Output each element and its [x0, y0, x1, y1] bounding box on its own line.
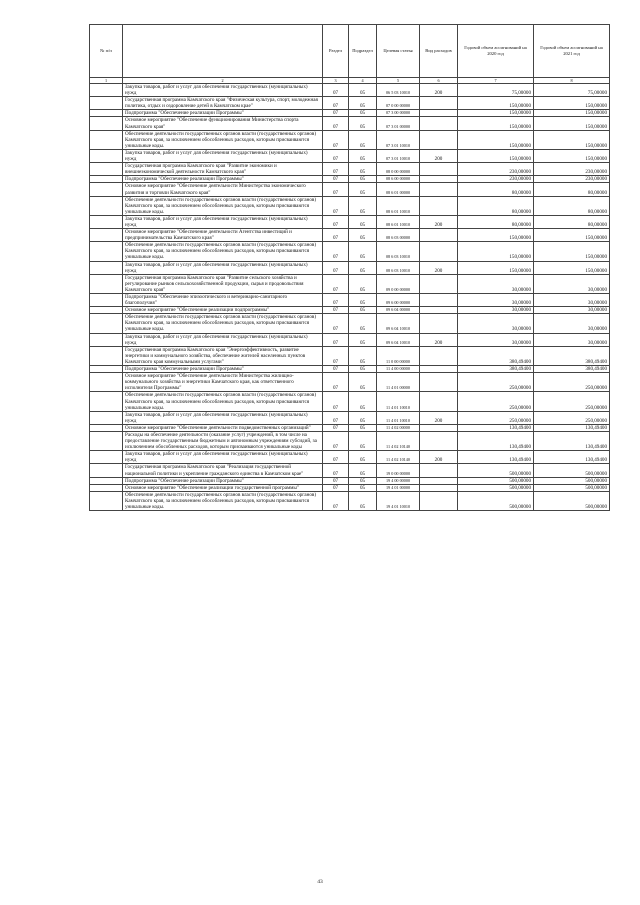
cell-expense-type [420, 366, 458, 373]
cell-volume-2021: 30,00000 [534, 314, 610, 333]
cell-volume-2020: 30,00000 [458, 274, 534, 293]
cell-podrazdel: 05 [349, 261, 377, 274]
cell-podrazdel: 05 [349, 130, 377, 149]
cell-target-article: 19 4 01 00000 [377, 484, 420, 491]
column-number-cell: 7 [458, 78, 534, 84]
cell-volume-2021: 250,00000 [534, 392, 610, 411]
cell-podrazdel: 05 [349, 314, 377, 333]
cell-podrazdel: 05 [349, 307, 377, 314]
cell-target-article: 09 6 04 10010 [377, 314, 420, 333]
cell-volume-2020: 150,00000 [458, 117, 534, 130]
cell-razdel: 07 [323, 274, 349, 293]
table-row [90, 451, 610, 464]
cell-podrazdel: 05 [349, 183, 377, 196]
header-cell-expense-type: Вид расходов [420, 25, 458, 78]
cell-volume-2020: 150,00000 [458, 149, 534, 162]
cell-target-article: 11 4 02 00000 [377, 424, 420, 431]
cell-number [90, 274, 123, 293]
cell-name: Закупка товаров, работ и услуг для обеспечения государственных (муниципальных) нужд [123, 451, 323, 464]
cell-target-article: 09 0 00 00000 [377, 274, 420, 293]
cell-target-article: 08 6 00 00000 [377, 176, 420, 183]
cell-name: Основное мероприятие "Обеспечение деятельности Министерства экономического развития и торговли Камчатского края" [123, 183, 323, 196]
cell-podrazdel: 05 [349, 424, 377, 431]
cell-podrazdel: 05 [349, 333, 377, 346]
cell-podrazdel: 05 [349, 464, 377, 477]
cell-razdel: 07 [323, 294, 349, 307]
cell-name: Подпрограмма "Обеспечение реализации Программы" [123, 366, 323, 373]
cell-expense-type [420, 464, 458, 477]
table-row [90, 366, 610, 373]
cell-volume-2021: 500,00000 [534, 477, 610, 484]
cell-expense-type [420, 484, 458, 491]
cell-number [90, 163, 123, 176]
cell-expense-type [420, 97, 458, 110]
cell-name: Основное мероприятие "Обеспечение реализации подпрограммы" [123, 307, 323, 314]
cell-volume-2021: 500,00000 [534, 491, 610, 510]
cell-name: Подпрограмма "Обеспечение реализации Программы" [123, 176, 323, 183]
cell-volume-2020: 150,00000 [458, 242, 534, 261]
cell-number [90, 451, 123, 464]
cell-number [90, 84, 123, 97]
cell-expense-type [420, 294, 458, 307]
cell-target-article: 09 6 04 00000 [377, 307, 420, 314]
cell-expense-type [420, 477, 458, 484]
cell-target-article: 11 4 02 10140 [377, 431, 420, 450]
cell-volume-2021: 30,00000 [534, 307, 610, 314]
cell-name: Обеспечение деятельности государственных органов власти (государственных органов) Камчатского края, за исключением обособленных расходов, которым присваиваются уникальные коды. [123, 130, 323, 149]
cell-podrazdel: 05 [349, 242, 377, 261]
cell-expense-type: 200 [420, 215, 458, 228]
header-cell-number: № п/п [90, 25, 123, 78]
cell-volume-2020: 130,49400 [458, 431, 534, 450]
cell-expense-type [420, 274, 458, 293]
cell-razdel: 07 [323, 215, 349, 228]
cell-expense-type [420, 130, 458, 149]
cell-razdel: 07 [323, 431, 349, 450]
cell-volume-2021: 30,00000 [534, 274, 610, 293]
cell-name: Закупка товаров, работ и услуг для обеспечения государственных (муниципальных) нужд [123, 333, 323, 346]
cell-expense-type [420, 176, 458, 183]
cell-target-article: 11 4 00 00000 [377, 366, 420, 373]
cell-volume-2020: 80,00000 [458, 215, 534, 228]
table-row [90, 294, 610, 307]
cell-number [90, 424, 123, 431]
cell-target-article: 07 3 01 10010 [377, 130, 420, 149]
cell-volume-2021: 150,00000 [534, 149, 610, 162]
table-row [90, 346, 610, 365]
cell-target-article: 07 0 00 00000 [377, 97, 420, 110]
cell-razdel: 07 [323, 464, 349, 477]
cell-target-article: 06 5 03 10010 [377, 84, 420, 97]
column-number-cell: 3 [323, 78, 349, 84]
cell-number [90, 176, 123, 183]
cell-number [90, 242, 123, 261]
cell-expense-type [420, 424, 458, 431]
cell-volume-2020: 30,00000 [458, 294, 534, 307]
cell-volume-2020: 500,00000 [458, 491, 534, 510]
cell-name: Обеспечение деятельности государственных органов власти (государственных органов) Камчатского края, за исключением обособленных расходов, которым присваиваются уникальные коды. [123, 392, 323, 411]
cell-volume-2020: 130,49400 [458, 451, 534, 464]
table-body [90, 78, 610, 511]
cell-razdel: 07 [323, 307, 349, 314]
cell-expense-type [420, 373, 458, 392]
table-row [90, 215, 610, 228]
cell-podrazdel: 05 [349, 366, 377, 373]
cell-number [90, 477, 123, 484]
cell-name: Обеспечение деятельности государственных органов власти (государственных органов) Камчатского края, за исключением обособленных расходов, которым присваиваются уникальные коды. [123, 242, 323, 261]
cell-number [90, 183, 123, 196]
cell-target-article: 09 6 00 00000 [377, 294, 420, 307]
cell-target-article: 19 4 01 10010 [377, 491, 420, 510]
cell-volume-2020: 150,00000 [458, 110, 534, 117]
column-number-cell: 8 [534, 78, 610, 84]
cell-podrazdel: 05 [349, 196, 377, 215]
cell-name: Государственная программа Камчатского края "Развитие сельского хозяйства и регулирование рынков сельскохозяйственной продукции, сырья и продовольствия Камчатского края" [123, 274, 323, 293]
cell-name: Закупка товаров, работ и услуг для обеспечения государственных (муниципальных) нужд [123, 261, 323, 274]
table-row [90, 484, 610, 491]
cell-name: Обеспечение деятельности государственных органов власти (государственных органов) Камчатского края, за исключением обособленных расходов, которым присваиваются уникальные коды. [123, 196, 323, 215]
cell-number [90, 464, 123, 477]
cell-razdel: 07 [323, 130, 349, 149]
cell-name: Основное мероприятие "Обеспечение деятельности Агентства инвестиций и предпринимательства Камчатского края" [123, 229, 323, 242]
cell-volume-2020: 250,00000 [458, 411, 534, 424]
cell-volume-2021: 30,00000 [534, 333, 610, 346]
cell-razdel: 07 [323, 242, 349, 261]
cell-razdel: 07 [323, 196, 349, 215]
cell-number [90, 97, 123, 110]
cell-podrazdel: 05 [349, 163, 377, 176]
cell-expense-type [420, 196, 458, 215]
cell-razdel: 07 [323, 411, 349, 424]
cell-podrazdel: 05 [349, 110, 377, 117]
cell-podrazdel: 05 [349, 491, 377, 510]
cell-podrazdel: 05 [349, 294, 377, 307]
column-number-cell: 4 [349, 78, 377, 84]
cell-volume-2020: 130,49400 [458, 424, 534, 431]
cell-razdel: 07 [323, 451, 349, 464]
column-number-cell: 1 [90, 78, 123, 84]
cell-podrazdel: 05 [349, 431, 377, 450]
table-row [90, 314, 610, 333]
cell-target-article: 19 0 00 00000 [377, 464, 420, 477]
table-row [90, 491, 610, 510]
cell-volume-2020: 230,00000 [458, 176, 534, 183]
cell-volume-2020: 230,00000 [458, 163, 534, 176]
cell-number [90, 307, 123, 314]
header-cell-volume-2020: Годовой объем ассигнований на 2020 год [458, 25, 534, 78]
cell-name: Подпрограмма "Обеспечение реализации Программы" [123, 477, 323, 484]
table-row [90, 431, 610, 450]
cell-name: Основное мероприятие "Обеспечение функционирования Министерства спорта Камчатского края" [123, 117, 323, 130]
cell-number [90, 294, 123, 307]
cell-volume-2020: 500,00000 [458, 477, 534, 484]
cell-name: Государственная программа Камчатского края "Физическая культура, спорт, молодежная политика, отдых и оздоровление детей в Камчатском крае" [123, 97, 323, 110]
cell-number [90, 215, 123, 228]
table-row [90, 274, 610, 293]
cell-volume-2021: 80,00000 [534, 196, 610, 215]
cell-target-article: 08 6 03 10010 [377, 261, 420, 274]
cell-number [90, 333, 123, 346]
header-cell-name [123, 25, 323, 78]
cell-name: Закупка товаров, работ и услуг для обеспечения государственных (муниципальных) нужд [123, 215, 323, 228]
cell-volume-2020: 75,00000 [458, 84, 534, 97]
cell-number [90, 261, 123, 274]
cell-expense-type [420, 307, 458, 314]
cell-number [90, 366, 123, 373]
cell-volume-2020: 150,00000 [458, 130, 534, 149]
cell-number [90, 314, 123, 333]
cell-expense-type [420, 431, 458, 450]
cell-volume-2021: 130,49400 [534, 424, 610, 431]
cell-target-article: 07 3 00 00000 [377, 110, 420, 117]
cell-name: Закупка товаров, работ и услуг для обеспечения государственных (муниципальных) нужд [123, 84, 323, 97]
cell-razdel: 07 [323, 149, 349, 162]
cell-name: Государственная программа Камчатского края "Энергоэффективность, развитие энергетики и коммунального хозяйства, обеспечение жителей населенных пунктов Камчатского края коммунальными услугами" [123, 346, 323, 365]
cell-volume-2021: 30,00000 [534, 294, 610, 307]
cell-razdel: 07 [323, 163, 349, 176]
cell-volume-2021: 380,49400 [534, 366, 610, 373]
cell-volume-2021: 150,00000 [534, 110, 610, 117]
cell-name: Закупка товаров, работ и услуг для обеспечения государственных (муниципальных) нужд [123, 411, 323, 424]
cell-podrazdel: 05 [349, 477, 377, 484]
cell-expense-type [420, 117, 458, 130]
cell-podrazdel: 05 [349, 484, 377, 491]
cell-podrazdel: 05 [349, 451, 377, 464]
cell-volume-2021: 250,00000 [534, 411, 610, 424]
header-cell-razdel: Раздел [323, 25, 349, 78]
cell-razdel: 07 [323, 491, 349, 510]
cell-volume-2021: 500,00000 [534, 484, 610, 491]
table-row [90, 97, 610, 110]
cell-volume-2021: 250,00000 [534, 373, 610, 392]
cell-expense-type: 200 [420, 149, 458, 162]
cell-number [90, 484, 123, 491]
cell-razdel: 07 [323, 346, 349, 365]
cell-number [90, 431, 123, 450]
cell-number [90, 196, 123, 215]
cell-target-article: 08 6 01 10010 [377, 215, 420, 228]
cell-volume-2021: 500,00000 [534, 464, 610, 477]
cell-name: Основное мероприятие "Обеспечение деятельности подведомственных организаций" [123, 424, 323, 431]
cell-razdel: 07 [323, 84, 349, 97]
cell-razdel: 07 [323, 176, 349, 183]
table-row [90, 424, 610, 431]
cell-volume-2021: 230,00000 [534, 163, 610, 176]
cell-razdel: 07 [323, 97, 349, 110]
cell-razdel: 07 [323, 333, 349, 346]
cell-podrazdel: 05 [349, 84, 377, 97]
cell-razdel: 07 [323, 477, 349, 484]
cell-expense-type [420, 242, 458, 261]
cell-volume-2020: 150,00000 [458, 261, 534, 274]
header-cell-target-article: Целевая статья [377, 25, 420, 78]
cell-target-article: 08 6 01 00000 [377, 183, 420, 196]
cell-target-article: 11 4 01 00000 [377, 373, 420, 392]
cell-volume-2020: 30,00000 [458, 307, 534, 314]
cell-volume-2021: 150,00000 [534, 242, 610, 261]
cell-volume-2021: 150,00000 [534, 130, 610, 149]
cell-name: Государственная программа Камчатского края "Развитие экономики и внешнеэкономической деятельности Камчатского края" [123, 163, 323, 176]
table-row [90, 464, 610, 477]
cell-volume-2021: 150,00000 [534, 261, 610, 274]
cell-expense-type [420, 229, 458, 242]
cell-razdel: 07 [323, 110, 349, 117]
cell-number [90, 411, 123, 424]
cell-number [90, 491, 123, 510]
column-number-cell: 2 [123, 78, 323, 84]
cell-number [90, 373, 123, 392]
header-cell-podrazdel: Подраздел [349, 25, 377, 78]
cell-volume-2021: 150,00000 [534, 229, 610, 242]
cell-volume-2021: 80,00000 [534, 215, 610, 228]
table-row [90, 333, 610, 346]
cell-target-article: 08 6 03 00000 [377, 229, 420, 242]
cell-target-article: 11 4 02 10140 [377, 451, 420, 464]
cell-target-article: 08 0 00 00000 [377, 163, 420, 176]
cell-number [90, 117, 123, 130]
table-row [90, 149, 610, 162]
cell-name: Подпрограмма "Обеспечение реализации Программы" [123, 110, 323, 117]
cell-razdel: 07 [323, 392, 349, 411]
cell-podrazdel: 05 [349, 149, 377, 162]
cell-target-article: 08 6 01 10010 [377, 196, 420, 215]
cell-razdel: 07 [323, 314, 349, 333]
cell-razdel: 07 [323, 373, 349, 392]
cell-expense-type: 200 [420, 84, 458, 97]
cell-expense-type [420, 346, 458, 365]
cell-number [90, 229, 123, 242]
cell-target-article: 07 3 01 00000 [377, 117, 420, 130]
table-row [90, 477, 610, 484]
cell-target-article: 19 4 00 00000 [377, 477, 420, 484]
table-row [90, 307, 610, 314]
cell-expense-type: 200 [420, 333, 458, 346]
cell-razdel: 07 [323, 261, 349, 274]
table-row [90, 373, 610, 392]
table-row [90, 392, 610, 411]
cell-volume-2020: 80,00000 [458, 196, 534, 215]
cell-number [90, 346, 123, 365]
table-row [90, 163, 610, 176]
cell-podrazdel: 05 [349, 411, 377, 424]
cell-target-article: 11 4 01 10010 [377, 411, 420, 424]
cell-razdel: 07 [323, 183, 349, 196]
cell-expense-type [420, 491, 458, 510]
cell-expense-type [420, 163, 458, 176]
cell-podrazdel: 05 [349, 176, 377, 183]
table-row [90, 411, 610, 424]
header-cell-volume-2021: Годовой объем ассигнований на 2021 год [534, 25, 610, 78]
column-number-cell: 5 [377, 78, 420, 84]
cell-podrazdel: 05 [349, 117, 377, 130]
cell-name: Основное мероприятие "Обеспечение реализации государственной программы" [123, 484, 323, 491]
cell-number [90, 392, 123, 411]
cell-podrazdel: 05 [349, 97, 377, 110]
cell-volume-2020: 250,00000 [458, 392, 534, 411]
cell-target-article: 09 6 04 10010 [377, 333, 420, 346]
cell-volume-2021: 150,00000 [534, 97, 610, 110]
table-row [90, 176, 610, 183]
cell-podrazdel: 05 [349, 215, 377, 228]
cell-volume-2020: 30,00000 [458, 333, 534, 346]
cell-volume-2020: 80,00000 [458, 183, 534, 196]
cell-expense-type [420, 110, 458, 117]
cell-razdel: 07 [323, 484, 349, 491]
cell-volume-2021: 130,49400 [534, 431, 610, 450]
cell-volume-2020: 380,49400 [458, 346, 534, 365]
cell-volume-2020: 150,00000 [458, 229, 534, 242]
cell-volume-2020: 30,00000 [458, 314, 534, 333]
table-row [90, 130, 610, 149]
cell-podrazdel: 05 [349, 229, 377, 242]
cell-name: Основное мероприятие "Обеспечение деятельности Министерства жилищно-коммунального хозяйства и энергетики Камчатского края, как ответственного исполнителя Программы" [123, 373, 323, 392]
cell-podrazdel: 05 [349, 346, 377, 365]
cell-expense-type: 200 [420, 451, 458, 464]
table-row [90, 261, 610, 274]
cell-volume-2020: 500,00000 [458, 484, 534, 491]
cell-target-article: 08 6 03 10010 [377, 242, 420, 261]
cell-name: Закупка товаров, работ и услуг для обеспечения государственных (муниципальных) нужд [123, 149, 323, 162]
cell-number [90, 130, 123, 149]
cell-name: Государственная программа Камчатского края "Реализация государственной национальной политики и укрепление гражданского единства в Камчатском крае" [123, 464, 323, 477]
cell-volume-2021: 230,00000 [534, 176, 610, 183]
cell-volume-2020: 250,00000 [458, 373, 534, 392]
cell-target-article: 11 0 00 00000 [377, 346, 420, 365]
header-row [90, 25, 610, 78]
cell-razdel: 07 [323, 229, 349, 242]
cell-volume-2021: 150,00000 [534, 117, 610, 130]
page-number: 43 [317, 879, 323, 885]
cell-number [90, 110, 123, 117]
cell-volume-2021: 75,00000 [534, 84, 610, 97]
column-number-cell: 6 [420, 78, 458, 84]
table-row [90, 183, 610, 196]
table-row [90, 117, 610, 130]
cell-razdel: 07 [323, 424, 349, 431]
table-row [90, 110, 610, 117]
cell-name: Обеспечение деятельности государственных органов власти (государственных органов) Камчатского края, за исключением обособленных расходов, которым присваиваются уникальные коды. [123, 314, 323, 333]
cell-volume-2020: 150,00000 [458, 97, 534, 110]
cell-podrazdel: 05 [349, 392, 377, 411]
cell-podrazdel: 05 [349, 373, 377, 392]
cell-volume-2021: 80,00000 [534, 183, 610, 196]
budget-table [89, 24, 610, 511]
cell-name: Обеспечение деятельности государственных органов власти (государственных органов) Камчатского края, за исключением обособленных расходов, которым присваиваются уникальные коды. [123, 491, 323, 510]
cell-volume-2021: 380,49400 [534, 346, 610, 365]
table-row [90, 242, 610, 261]
cell-volume-2021: 130,49400 [534, 451, 610, 464]
cell-razdel: 07 [323, 366, 349, 373]
table-row [90, 229, 610, 242]
cell-target-article: 07 3 01 10010 [377, 149, 420, 162]
cell-expense-type [420, 392, 458, 411]
cell-name: Расходы на обеспечение деятельности (оказание услуг) учреждений, в том числе на предоставление государственным бюджетным и автономным учреждениям субсидий, за исключением обособленных расходов, которым присваиваются уникальные коды [123, 431, 323, 450]
table-row [90, 84, 610, 97]
cell-number [90, 149, 123, 162]
cell-expense-type: 200 [420, 261, 458, 274]
cell-target-article: 11 4 01 10010 [377, 392, 420, 411]
cell-volume-2020: 500,00000 [458, 464, 534, 477]
cell-expense-type [420, 183, 458, 196]
cell-razdel: 07 [323, 117, 349, 130]
cell-podrazdel: 05 [349, 274, 377, 293]
cell-volume-2020: 380,49400 [458, 366, 534, 373]
cell-expense-type [420, 314, 458, 333]
table-row [90, 196, 610, 215]
cell-name: Подпрограмма "Обеспечение эпизоотического и ветеринарно-санитарного благополучия" [123, 294, 323, 307]
cell-expense-type: 200 [420, 411, 458, 424]
